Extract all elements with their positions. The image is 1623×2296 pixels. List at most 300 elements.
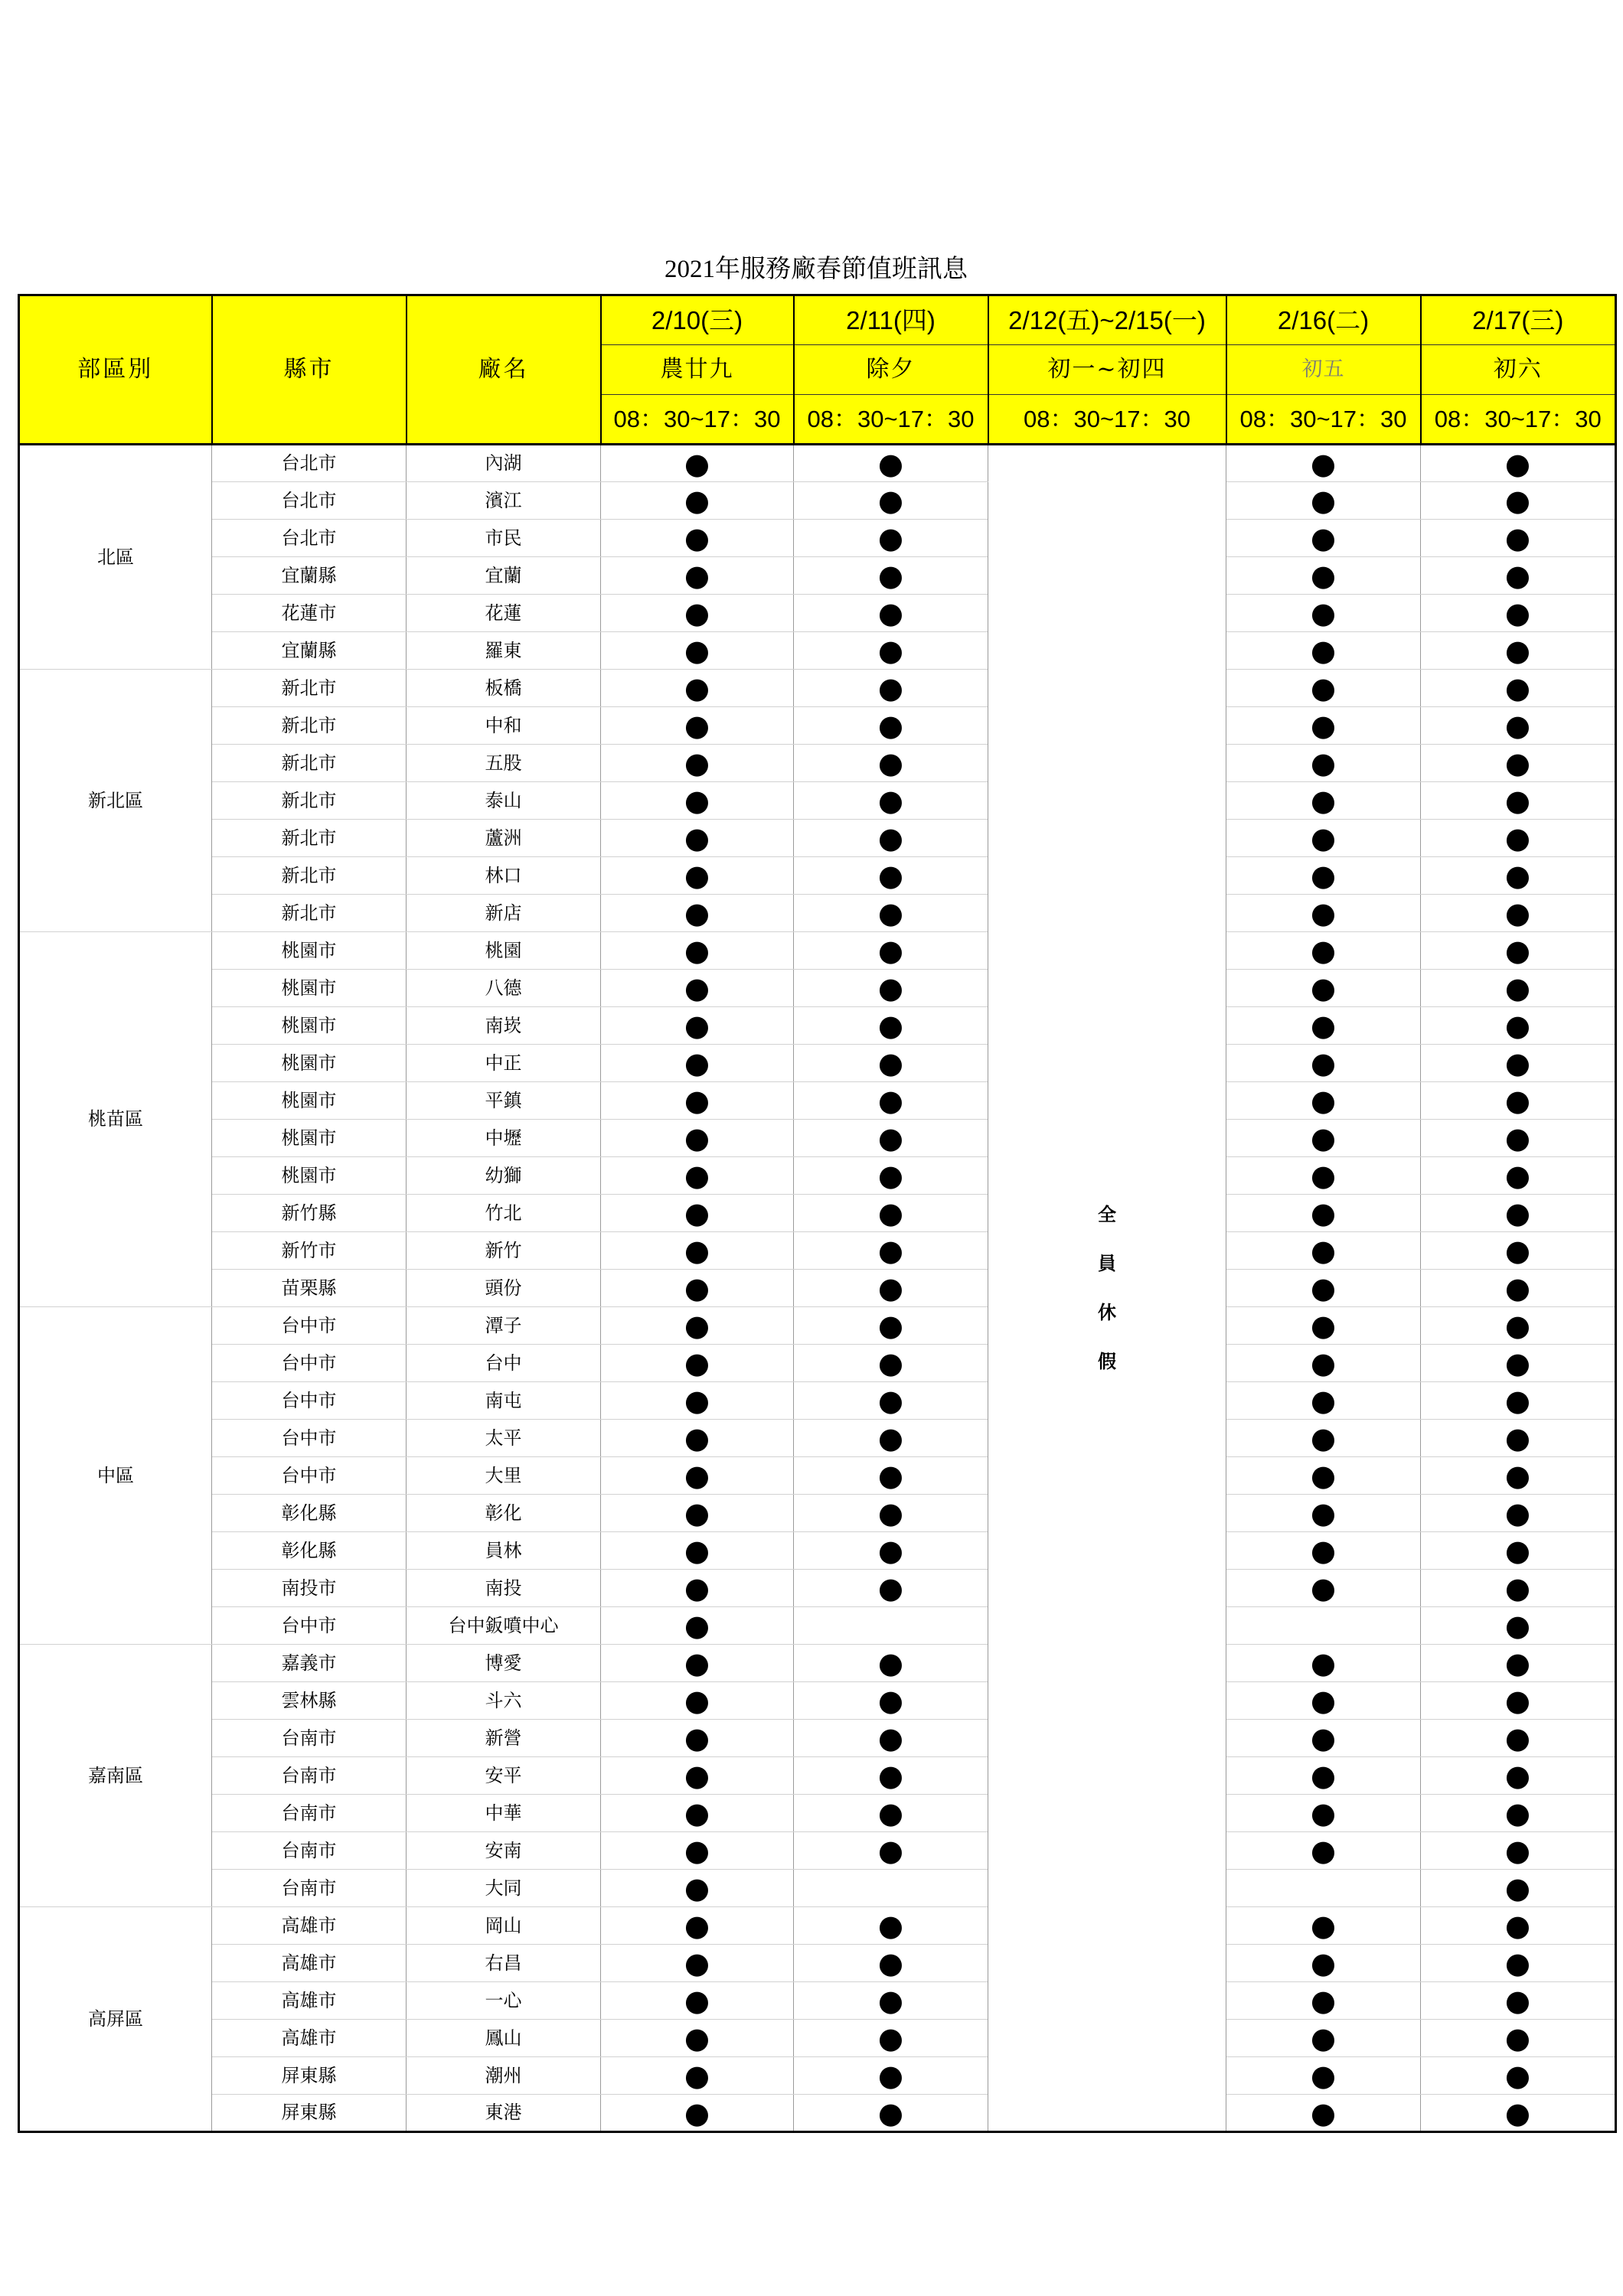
duty-mark-2-10: ● — [601, 1082, 794, 1120]
table-row — [19, 1120, 1616, 1157]
duty-mark-2-10: ● — [601, 2020, 794, 2057]
duty-mark-2-11: ● — [794, 1045, 988, 1082]
county-name: 宜蘭縣 — [212, 557, 407, 595]
duty-mark-2-11: ● — [794, 707, 988, 745]
duty-mark-2-16: ● — [1226, 1420, 1421, 1457]
factory-name: 一心 — [407, 1982, 601, 2020]
header-date-2-11: 2/11(四) — [794, 295, 988, 345]
duty-mark-2-17: ● — [1421, 1720, 1616, 1757]
factory-name: 桃園 — [407, 932, 601, 970]
county-name: 台南市 — [212, 1720, 407, 1757]
factory-name: 花蓮 — [407, 595, 601, 632]
duty-mark-2-17: ● — [1421, 1982, 1616, 2020]
table-row — [19, 2095, 1616, 2132]
county-name: 桃園市 — [212, 970, 407, 1007]
duty-mark-2-17: ● — [1421, 2020, 1616, 2057]
factory-name: 林口 — [407, 857, 601, 895]
duty-mark-2-10: ● — [601, 1945, 794, 1982]
duty-mark-2-16: ● — [1226, 1195, 1421, 1232]
duty-mark-2-10: ● — [601, 2057, 794, 2095]
county-name: 高雄市 — [212, 1982, 407, 2020]
table-row — [19, 970, 1616, 1007]
factory-name: 濱江 — [407, 482, 601, 520]
table-row — [19, 1795, 1616, 1832]
county-name: 新北市 — [212, 782, 407, 820]
duty-mark-2-10: ● — [601, 1682, 794, 1720]
duty-mark-2-16: ● — [1226, 1495, 1421, 1532]
duty-mark-2-10: ● — [601, 2095, 794, 2132]
factory-name: 安平 — [407, 1757, 601, 1795]
duty-mark-2-11: ● — [794, 1382, 988, 1420]
duty-mark-2-10: ● — [601, 1157, 794, 1195]
duty-mark-2-11: ● — [794, 782, 988, 820]
duty-mark-2-17: ● — [1421, 932, 1616, 970]
header-lunar-2-17: 初六 — [1421, 345, 1616, 395]
county-name: 高雄市 — [212, 1945, 407, 1982]
duty-mark-2-11: ● — [794, 1420, 988, 1457]
duty-mark-2-16: ● — [1226, 482, 1421, 520]
duty-mark-2-10: ● — [601, 1382, 794, 1420]
duty-mark-2-16: ● — [1226, 1232, 1421, 1270]
duty-mark-2-11: ● — [794, 632, 988, 670]
duty-mark-2-11 — [794, 1607, 988, 1645]
duty-mark-2-10: ● — [601, 482, 794, 520]
duty-mark-2-16: ● — [1226, 1307, 1421, 1345]
table-row — [19, 707, 1616, 745]
table-row — [19, 1682, 1616, 1720]
duty-mark-2-17: ● — [1421, 1270, 1616, 1307]
duty-mark-2-10: ● — [601, 707, 794, 745]
duty-mark-2-10: ● — [601, 1307, 794, 1345]
table-row — [19, 482, 1616, 520]
factory-name: 中華 — [407, 1795, 601, 1832]
duty-mark-2-17: ● — [1421, 1532, 1616, 1570]
factory-name: 新營 — [407, 1720, 601, 1757]
duty-mark-2-16 — [1226, 1607, 1421, 1645]
factory-name: 岡山 — [407, 1907, 601, 1945]
table-row — [19, 557, 1616, 595]
factory-name: 頭份 — [407, 1270, 601, 1307]
factory-name: 宜蘭 — [407, 557, 601, 595]
table-row — [19, 1007, 1616, 1045]
factory-name: 大同 — [407, 1870, 601, 1907]
table-row — [19, 1082, 1616, 1120]
header-date-2-10: 2/10(三) — [601, 295, 794, 345]
county-name: 台中市 — [212, 1382, 407, 1420]
duty-mark-2-10: ● — [601, 782, 794, 820]
factory-name: 員林 — [407, 1532, 601, 1570]
duty-mark-2-17: ● — [1421, 1382, 1616, 1420]
duty-mark-2-10: ● — [601, 1982, 794, 2020]
duty-mark-2-11: ● — [794, 1945, 988, 1982]
duty-mark-2-17: ● — [1421, 1607, 1616, 1645]
factory-name: 中和 — [407, 707, 601, 745]
duty-mark-2-16: ● — [1226, 1570, 1421, 1607]
county-name: 台中市 — [212, 1345, 407, 1382]
duty-mark-2-16: ● — [1226, 1157, 1421, 1195]
duty-mark-2-10: ● — [601, 1345, 794, 1382]
duty-mark-2-11: ● — [794, 557, 988, 595]
duty-mark-2-17: ● — [1421, 2095, 1616, 2132]
factory-name: 南崁 — [407, 1007, 601, 1045]
duty-mark-2-10: ● — [601, 1870, 794, 1907]
duty-mark-2-11: ● — [794, 1495, 988, 1532]
duty-mark-2-11: ● — [794, 1307, 988, 1345]
duty-mark-2-16: ● — [1226, 1007, 1421, 1045]
duty-mark-2-17: ● — [1421, 1007, 1616, 1045]
duty-mark-2-17: ● — [1421, 1157, 1616, 1195]
county-name: 新北市 — [212, 857, 407, 895]
county-name: 台中市 — [212, 1457, 407, 1495]
duty-mark-2-16: ● — [1226, 1757, 1421, 1795]
header-row-date — [19, 295, 1616, 345]
duty-mark-2-17: ● — [1421, 782, 1616, 820]
factory-name: 平鎮 — [407, 1082, 601, 1120]
duty-mark-2-17: ● — [1421, 1945, 1616, 1982]
duty-mark-2-11: ● — [794, 820, 988, 857]
county-name: 屏東縣 — [212, 2057, 407, 2095]
table-row — [19, 670, 1616, 707]
duty-mark-2-11: ● — [794, 857, 988, 895]
region-name: 北區 — [19, 445, 212, 670]
duty-mark-2-11: ● — [794, 520, 988, 557]
duty-mark-2-10: ● — [601, 1607, 794, 1645]
table-row — [19, 1532, 1616, 1570]
duty-mark-2-11: ● — [794, 482, 988, 520]
table-row — [19, 1232, 1616, 1270]
duty-mark-2-10: ● — [601, 632, 794, 670]
duty-mark-2-17: ● — [1421, 1907, 1616, 1945]
county-name: 新北市 — [212, 707, 407, 745]
duty-mark-2-16: ● — [1226, 1907, 1421, 1945]
duty-mark-2-16: ● — [1226, 1945, 1421, 1982]
duty-mark-2-17: ● — [1421, 1120, 1616, 1157]
factory-name: 五股 — [407, 745, 601, 782]
duty-mark-2-16: ● — [1226, 2057, 1421, 2095]
table-row — [19, 1270, 1616, 1307]
duty-mark-2-11: ● — [794, 2095, 988, 2132]
county-name: 桃園市 — [212, 1007, 407, 1045]
factory-name: 南屯 — [407, 1382, 601, 1420]
duty-mark-2-10: ● — [601, 1420, 794, 1457]
duty-mark-2-11: ● — [794, 1232, 988, 1270]
duty-mark-2-17: ● — [1421, 632, 1616, 670]
duty-mark-2-17: ● — [1421, 707, 1616, 745]
table-row — [19, 1382, 1616, 1420]
region-name: 高屏區 — [19, 1907, 212, 2132]
duty-mark-2-16: ● — [1226, 445, 1421, 482]
duty-mark-2-17: ● — [1421, 1045, 1616, 1082]
duty-mark-2-16: ● — [1226, 632, 1421, 670]
duty-mark-2-10: ● — [601, 670, 794, 707]
table-row — [19, 895, 1616, 932]
duty-mark-2-17: ● — [1421, 895, 1616, 932]
table-row — [19, 857, 1616, 895]
factory-name: 新竹 — [407, 1232, 601, 1270]
duty-mark-2-16: ● — [1226, 2095, 1421, 2132]
table-row — [19, 1420, 1616, 1457]
holiday-note: 全員休假 — [1098, 1203, 1116, 1372]
duty-mark-2-11: ● — [794, 2020, 988, 2057]
county-name: 台中市 — [212, 1307, 407, 1345]
duty-mark-2-11: ● — [794, 1570, 988, 1607]
duty-mark-2-16: ● — [1226, 1382, 1421, 1420]
county-name: 新北市 — [212, 895, 407, 932]
duty-mark-2-16: ● — [1226, 1120, 1421, 1157]
duty-mark-2-10: ● — [601, 1495, 794, 1532]
duty-mark-2-11: ● — [794, 1157, 988, 1195]
table-row — [19, 1045, 1616, 1082]
duty-mark-2-10: ● — [601, 1532, 794, 1570]
duty-mark-2-11: ● — [794, 670, 988, 707]
duty-mark-2-11: ● — [794, 1270, 988, 1307]
header-lunar-2-12-to-2-15: 初一~初四 — [988, 345, 1226, 395]
duty-mark-2-11: ● — [794, 932, 988, 970]
duty-mark-2-11: ● — [794, 1457, 988, 1495]
duty-mark-2-16: ● — [1226, 707, 1421, 745]
header-date-2-12-to-2-15: 2/12(五)~2/15(一) — [988, 295, 1226, 345]
county-name: 南投市 — [212, 1570, 407, 1607]
table-row — [19, 445, 1616, 482]
county-name: 台中市 — [212, 1420, 407, 1457]
duty-mark-2-11: ● — [794, 1345, 988, 1382]
duty-mark-2-16: ● — [1226, 820, 1421, 857]
header-lunar-2-10: 農廿九 — [601, 345, 794, 395]
factory-name: 竹北 — [407, 1195, 601, 1232]
table-row — [19, 1345, 1616, 1382]
header-factory: 廠名 — [407, 295, 601, 445]
duty-mark-2-11: ● — [794, 1907, 988, 1945]
county-name: 新北市 — [212, 820, 407, 857]
table-row — [19, 745, 1616, 782]
county-name: 嘉義市 — [212, 1645, 407, 1682]
county-name: 宜蘭縣 — [212, 632, 407, 670]
duty-mark-2-17: ● — [1421, 482, 1616, 520]
duty-mark-2-10: ● — [601, 595, 794, 632]
factory-name: 板橋 — [407, 670, 601, 707]
table-row — [19, 782, 1616, 820]
table-row — [19, 1832, 1616, 1870]
duty-mark-2-11: ● — [794, 1757, 988, 1795]
header-lunar-2-11: 除夕 — [794, 345, 988, 395]
header-region: 部區別 — [19, 295, 212, 445]
duty-mark-2-11: ● — [794, 1982, 988, 2020]
table-row — [19, 1570, 1616, 1607]
duty-mark-2-11: ● — [794, 1082, 988, 1120]
factory-name: 潮州 — [407, 2057, 601, 2095]
factory-name: 台中 — [407, 1345, 601, 1382]
county-name: 台北市 — [212, 520, 407, 557]
duty-mark-2-11: ● — [794, 2057, 988, 2095]
region-name: 嘉南區 — [19, 1645, 212, 1907]
duty-mark-2-11: ● — [794, 1832, 988, 1870]
duty-mark-2-10: ● — [601, 1232, 794, 1270]
table-row — [19, 632, 1616, 670]
duty-mark-2-17: ● — [1421, 1570, 1616, 1607]
duty-mark-2-17: ● — [1421, 1082, 1616, 1120]
factory-name: 台中鈑噴中心 — [407, 1607, 601, 1645]
table-row — [19, 1645, 1616, 1682]
duty-mark-2-16: ● — [1226, 932, 1421, 970]
duty-mark-2-10: ● — [601, 1045, 794, 1082]
duty-mark-2-10: ● — [601, 1457, 794, 1495]
duty-mark-2-16: ● — [1226, 1832, 1421, 1870]
duty-mark-2-17: ● — [1421, 970, 1616, 1007]
duty-mark-2-10: ● — [601, 1120, 794, 1157]
duty-mark-2-17: ● — [1421, 1307, 1616, 1345]
duty-mark-2-11: ● — [794, 595, 988, 632]
factory-name: 中壢 — [407, 1120, 601, 1157]
header-hours-2-16: 08：30~17：30 — [1226, 395, 1421, 445]
county-name: 桃園市 — [212, 1157, 407, 1195]
table-row — [19, 2057, 1616, 2095]
table-row — [19, 1157, 1616, 1195]
table-row — [19, 1907, 1616, 1945]
factory-name: 東港 — [407, 2095, 601, 2132]
header-hours-2-11: 08：30~17：30 — [794, 395, 988, 445]
duty-mark-2-16: ● — [1226, 895, 1421, 932]
table-row — [19, 932, 1616, 970]
factory-name: 潭子 — [407, 1307, 601, 1345]
duty-mark-2-10: ● — [601, 895, 794, 932]
duty-mark-2-17: ● — [1421, 1195, 1616, 1232]
region-name: 桃苗區 — [19, 932, 212, 1307]
duty-mark-2-17: ● — [1421, 1795, 1616, 1832]
county-name: 高雄市 — [212, 2020, 407, 2057]
region-name: 中區 — [19, 1307, 212, 1645]
duty-mark-2-17: ● — [1421, 670, 1616, 707]
factory-name: 新店 — [407, 895, 601, 932]
duty-mark-2-10: ● — [601, 1757, 794, 1795]
duty-mark-2-17: ● — [1421, 1870, 1616, 1907]
duty-mark-2-17: ● — [1421, 1682, 1616, 1720]
duty-mark-2-11: ● — [794, 1195, 988, 1232]
duty-mark-2-10: ● — [601, 1007, 794, 1045]
duty-mark-2-10: ● — [601, 857, 794, 895]
duty-mark-2-10: ● — [601, 1907, 794, 1945]
duty-mark-2-16: ● — [1226, 520, 1421, 557]
duty-mark-2-16: ● — [1226, 970, 1421, 1007]
region-name: 新北區 — [19, 670, 212, 932]
duty-mark-2-11: ● — [794, 1682, 988, 1720]
duty-mark-2-17: ● — [1421, 1832, 1616, 1870]
duty-mark-2-11: ● — [794, 1795, 988, 1832]
duty-mark-2-17: ● — [1421, 445, 1616, 482]
duty-mark-2-16: ● — [1226, 745, 1421, 782]
factory-name: 蘆洲 — [407, 820, 601, 857]
duty-mark-2-10: ● — [601, 1570, 794, 1607]
table-row — [19, 1607, 1616, 1645]
duty-mark-2-11: ● — [794, 895, 988, 932]
duty-mark-2-11: ● — [794, 1720, 988, 1757]
duty-mark-2-16: ● — [1226, 1720, 1421, 1757]
county-name: 新北市 — [212, 670, 407, 707]
duty-mark-2-16: ● — [1226, 1045, 1421, 1082]
factory-name: 右昌 — [407, 1945, 601, 1982]
duty-mark-2-16: ● — [1226, 1682, 1421, 1720]
county-name: 台南市 — [212, 1795, 407, 1832]
county-name: 新竹市 — [212, 1232, 407, 1270]
duty-mark-2-17: ● — [1421, 1495, 1616, 1532]
duty-mark-2-17: ● — [1421, 595, 1616, 632]
table-row — [19, 1307, 1616, 1345]
county-name: 彰化縣 — [212, 1532, 407, 1570]
holiday-cell — [988, 445, 1226, 2132]
factory-name: 斗六 — [407, 1682, 601, 1720]
duty-mark-2-11: ● — [794, 445, 988, 482]
factory-name: 內湖 — [407, 445, 601, 482]
table-row — [19, 1195, 1616, 1232]
header-hours-2-17: 08：30~17：30 — [1421, 395, 1616, 445]
factory-name: 太平 — [407, 1420, 601, 1457]
duty-mark-2-16: ● — [1226, 857, 1421, 895]
county-name: 彰化縣 — [212, 1495, 407, 1532]
duty-mark-2-16: ● — [1226, 1795, 1421, 1832]
county-name: 雲林縣 — [212, 1682, 407, 1720]
duty-mark-2-17: ● — [1421, 745, 1616, 782]
duty-mark-2-11: ● — [794, 1645, 988, 1682]
header-county: 縣市 — [212, 295, 407, 445]
duty-mark-2-16: ● — [1226, 1082, 1421, 1120]
factory-name: 鳳山 — [407, 2020, 601, 2057]
duty-mark-2-17: ● — [1421, 857, 1616, 895]
duty-mark-2-16: ● — [1226, 2020, 1421, 2057]
duty-mark-2-10: ● — [601, 1720, 794, 1757]
duty-mark-2-11: ● — [794, 970, 988, 1007]
county-name: 台南市 — [212, 1870, 407, 1907]
duty-mark-2-10: ● — [601, 820, 794, 857]
county-name: 新竹縣 — [212, 1195, 407, 1232]
factory-name: 羅東 — [407, 632, 601, 670]
duty-mark-2-11: ● — [794, 1007, 988, 1045]
duty-mark-2-16: ● — [1226, 1345, 1421, 1382]
county-name: 台北市 — [212, 445, 407, 482]
factory-name: 八德 — [407, 970, 601, 1007]
county-name: 台北市 — [212, 482, 407, 520]
duty-mark-2-11: ● — [794, 1120, 988, 1157]
table-row — [19, 1457, 1616, 1495]
factory-name: 泰山 — [407, 782, 601, 820]
duty-mark-2-17: ● — [1421, 1232, 1616, 1270]
table-row — [19, 595, 1616, 632]
duty-mark-2-16: ● — [1226, 1270, 1421, 1307]
county-name: 高雄市 — [212, 1907, 407, 1945]
header-lunar-2-16: 初五 — [1226, 345, 1421, 395]
factory-name: 市民 — [407, 520, 601, 557]
duty-mark-2-16: ● — [1226, 1645, 1421, 1682]
table-row — [19, 1870, 1616, 1907]
duty-mark-2-16: ● — [1226, 557, 1421, 595]
table-row — [19, 820, 1616, 857]
duty-schedule-table — [18, 294, 1617, 2133]
county-name: 桃園市 — [212, 1082, 407, 1120]
duty-mark-2-10: ● — [601, 970, 794, 1007]
county-name: 桃園市 — [212, 1045, 407, 1082]
duty-mark-2-16: ● — [1226, 782, 1421, 820]
duty-mark-2-17: ● — [1421, 1457, 1616, 1495]
duty-mark-2-17: ● — [1421, 1645, 1616, 1682]
duty-mark-2-16: ● — [1226, 1457, 1421, 1495]
duty-mark-2-16: ● — [1226, 670, 1421, 707]
duty-mark-2-16: ● — [1226, 595, 1421, 632]
duty-mark-2-17: ● — [1421, 820, 1616, 857]
factory-name: 大里 — [407, 1457, 601, 1495]
duty-mark-2-10: ● — [601, 445, 794, 482]
table-row — [19, 1982, 1616, 2020]
duty-mark-2-11 — [794, 1870, 988, 1907]
duty-mark-2-10: ● — [601, 520, 794, 557]
duty-mark-2-11: ● — [794, 745, 988, 782]
